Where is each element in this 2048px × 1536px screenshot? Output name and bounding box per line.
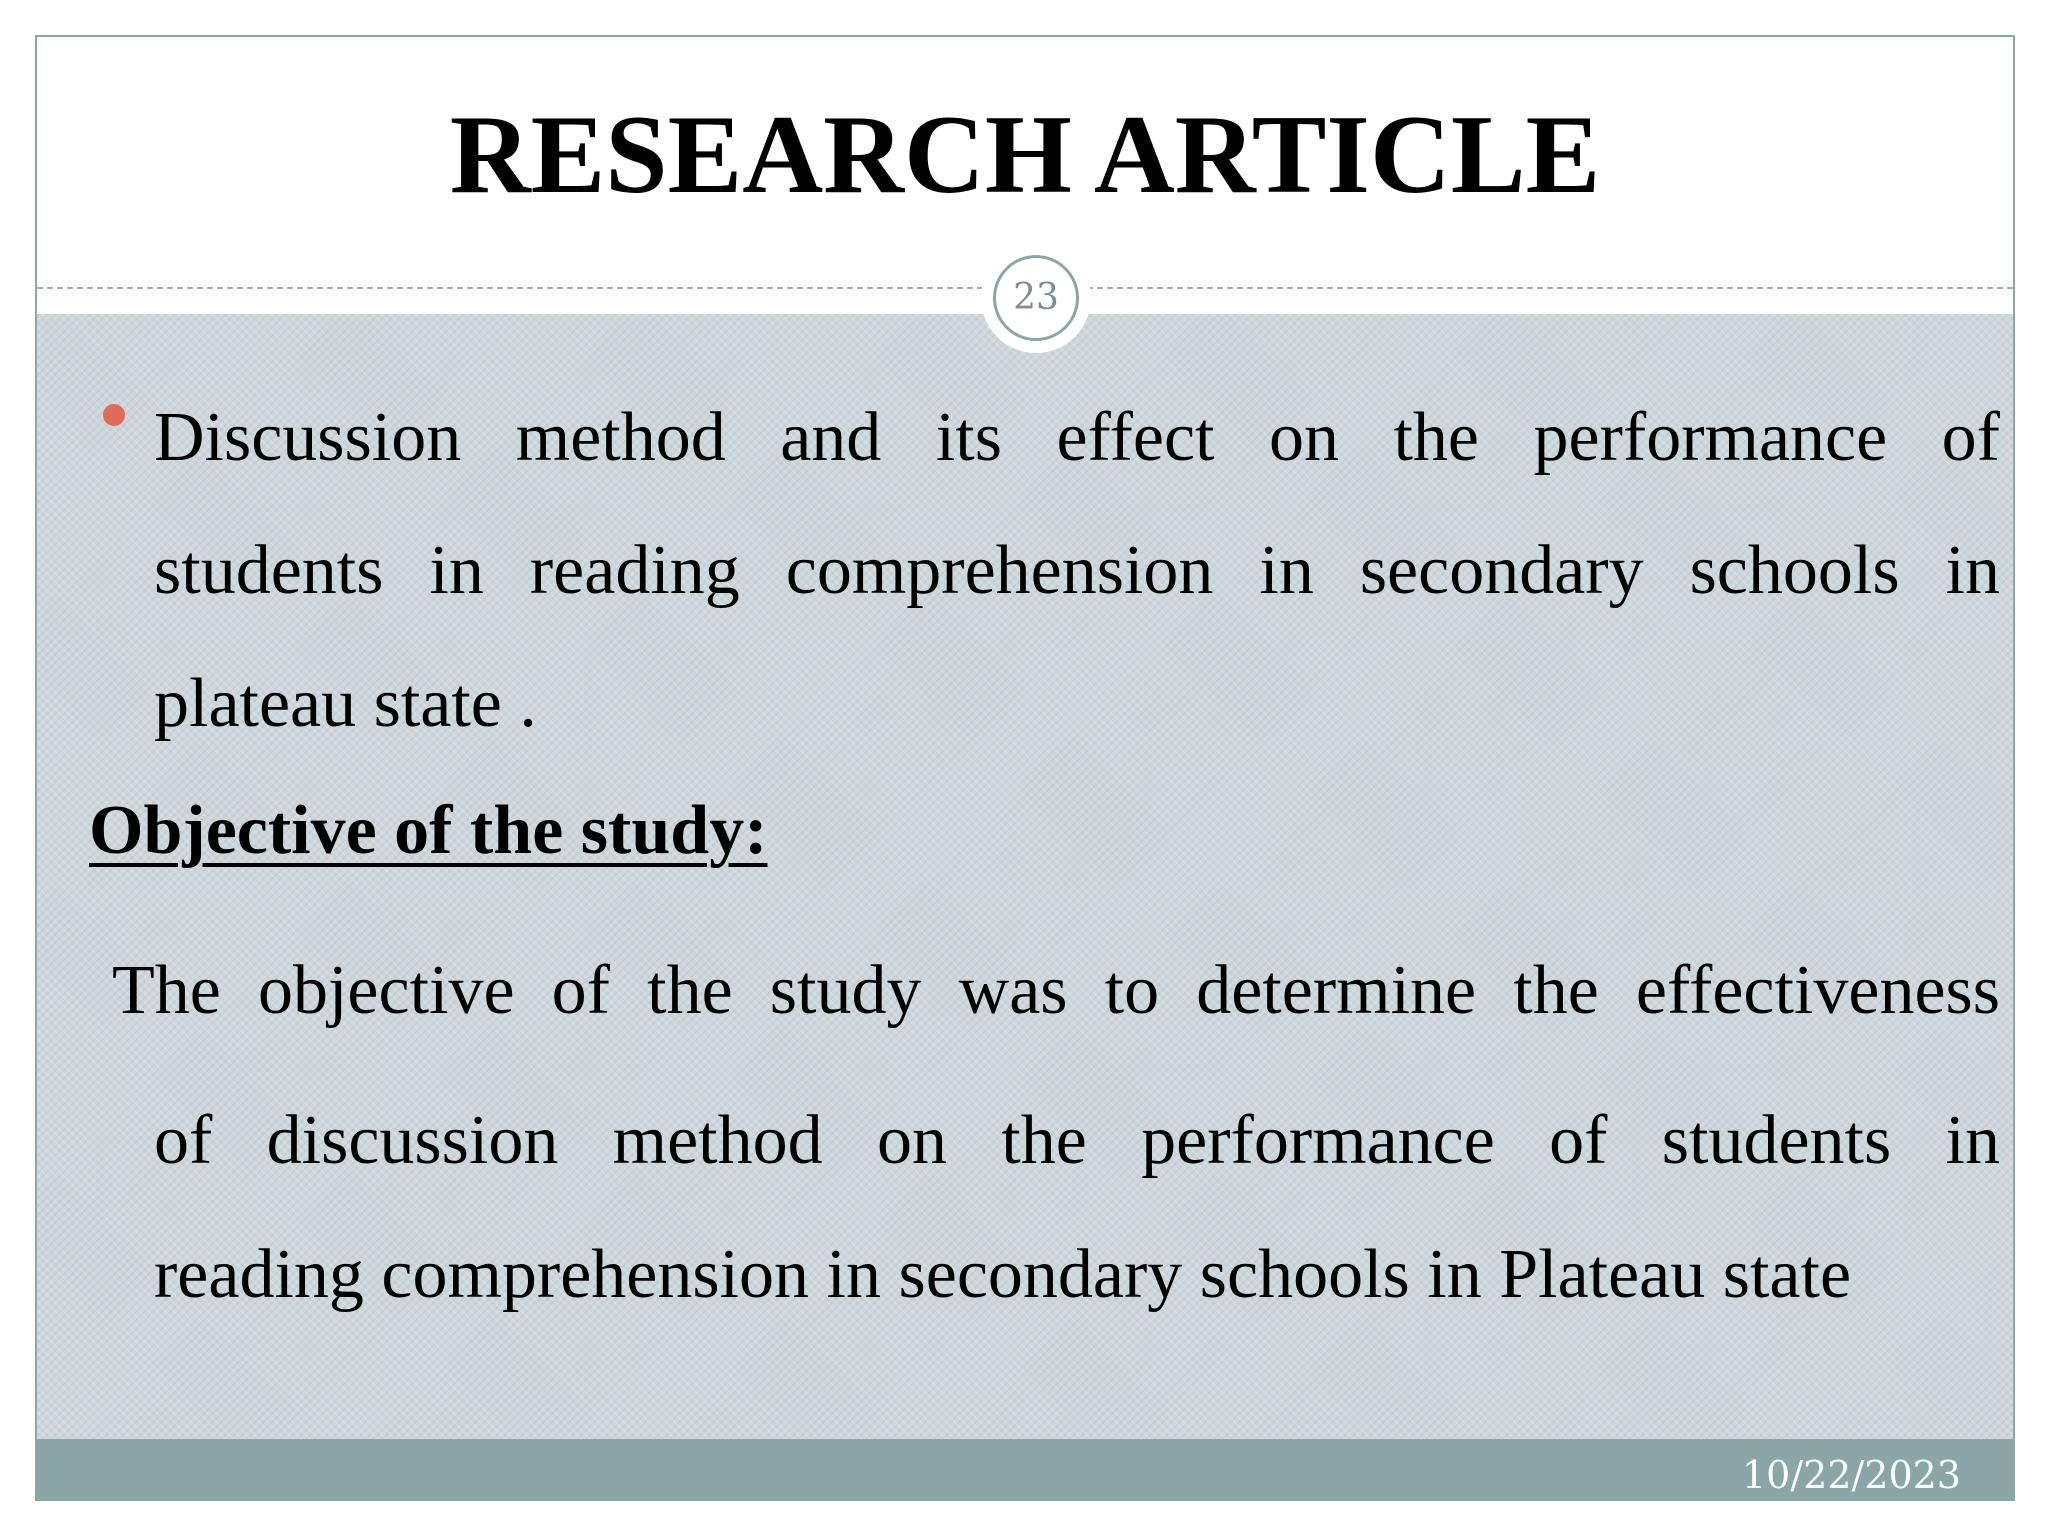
objective-heading: Objective of the study:	[89, 792, 768, 869]
slide	[35, 35, 2015, 1501]
objective-line: of discussion method on the performance of students in	[154, 1102, 2000, 1179]
objective-line: The objective of the study was to determine the effectiveness	[112, 952, 2000, 1029]
bullet-paragraph	[154, 371, 2000, 770]
page-number: 23	[993, 255, 1079, 341]
objective-line: reading comprehension in secondary schools in Plateau state	[154, 1236, 1852, 1313]
footer-bar	[37, 1439, 2013, 1501]
bullet-line: Discussion method and its effect on the performance of	[154, 399, 2000, 476]
bullet-dot-icon	[103, 404, 125, 426]
objective-paragraph-rest	[154, 1074, 2000, 1342]
slide-title: RESEARCH ARTICLE	[449, 93, 1601, 217]
footer-date: 10/22/2023	[1741, 1453, 1961, 1497]
page-number-badge	[981, 243, 1091, 353]
bullet-line: students in reading comprehension in secondary schools in	[154, 532, 2000, 609]
bullet-line: plateau state .	[154, 665, 537, 742]
objective-paragraph-first	[112, 941, 2000, 1041]
